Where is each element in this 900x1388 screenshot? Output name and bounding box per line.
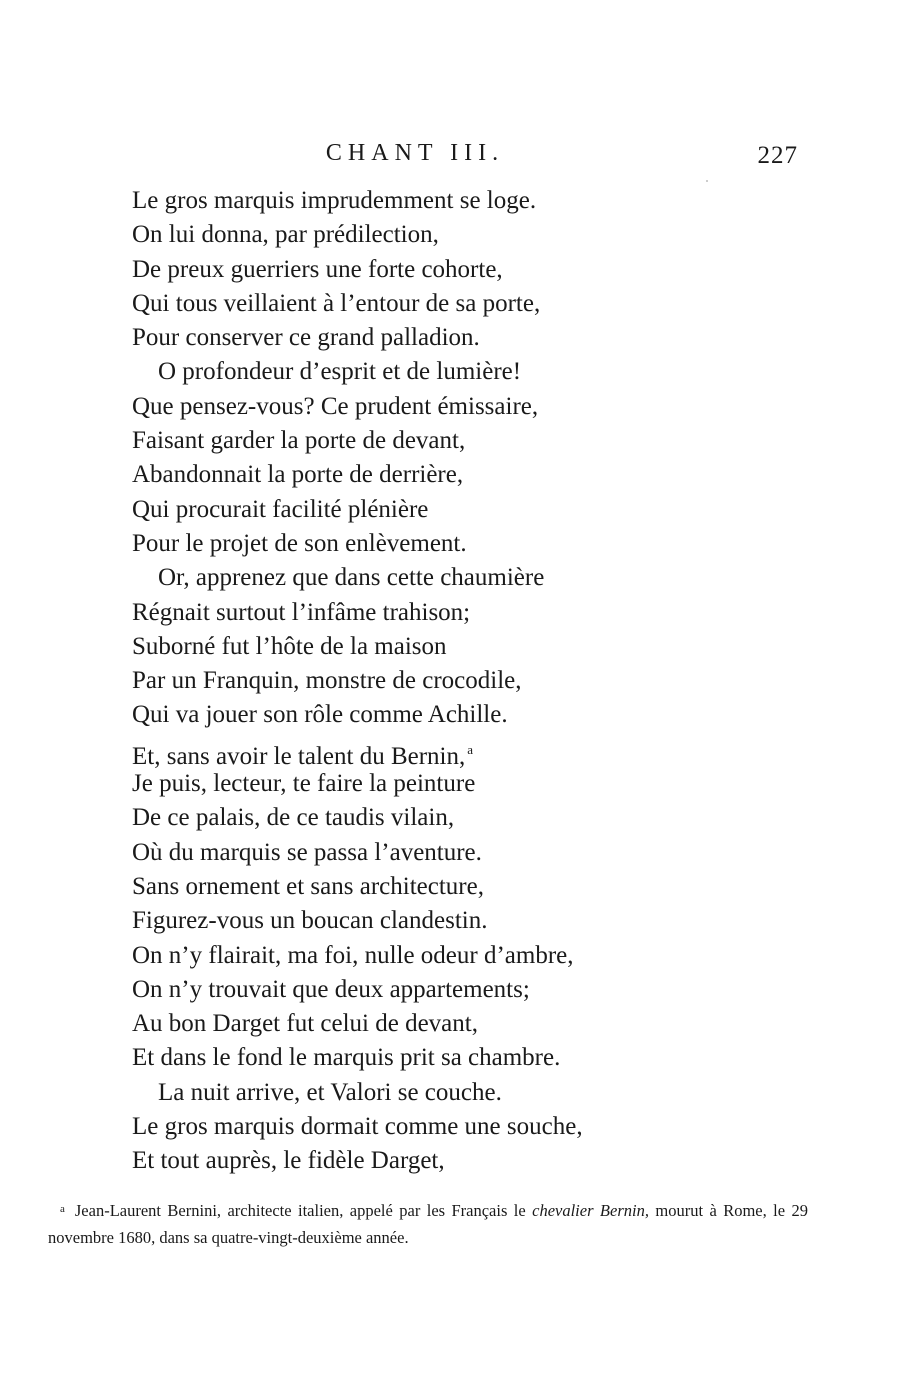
verse-line — [132, 218, 692, 252]
verse-text: Je puis, lecteur, te faire la peinture — [132, 770, 476, 798]
footnote-reference[interactable]: a — [467, 741, 474, 757]
verse-line — [132, 904, 692, 938]
verse-line — [132, 458, 692, 492]
footnote-text-after: mourut à Rome, le 29 novembre 1680, dans sa quatre-vingt-deuxième année. — [48, 1201, 808, 1247]
verse-text: Abandonnait la porte de derrière, — [132, 461, 464, 489]
verse-text: Figurez-vous un boucan clandestin. — [132, 907, 488, 935]
verse-text: Que pensez-vous? Ce prudent émissaire, — [132, 392, 539, 420]
verse-text: On lui donna, par prédilection, — [132, 221, 439, 249]
verse-text: Pour le projet de son enlèvement. — [132, 529, 467, 557]
verse-text: Régnait surtout l’infâme trahison; — [132, 598, 471, 626]
verse-text: Et, sans avoir le talent du Bernin, — [132, 742, 466, 770]
verse-line — [132, 698, 692, 732]
verse-text: La nuit arrive, et Valori se couche. — [158, 1078, 502, 1106]
verse-line — [132, 870, 692, 904]
verse-line — [132, 253, 692, 287]
verse-line — [132, 493, 692, 527]
verse-line — [132, 321, 692, 355]
verse-line — [132, 801, 692, 835]
verse-line — [132, 664, 692, 698]
verse-text: Pour conserver ce grand palladion. — [132, 324, 480, 352]
verse-text: De ce palais, de ce taudis vilain, — [132, 804, 455, 832]
verse-text: Le gros marquis dormait comme une souche, — [132, 1113, 583, 1141]
verse-line — [132, 561, 692, 595]
verse-text: Par un Franquin, monstre de crocodile, — [132, 667, 522, 695]
verse-line — [132, 767, 692, 801]
verse-text: Au bon Darget fut celui de devant, — [132, 1010, 478, 1038]
verse-line — [132, 1041, 692, 1075]
verse-text: On n’y flairait, ma foi, nulle odeur d’ambre, — [132, 941, 574, 969]
verse-line — [132, 939, 692, 973]
verse-line — [132, 355, 692, 389]
verse-line — [132, 596, 692, 630]
verse-line — [132, 973, 692, 1007]
verse-line — [132, 1110, 692, 1144]
verse-line — [132, 630, 692, 664]
verse-text: Qui va jouer son rôle comme Achille. — [132, 701, 508, 729]
verse-text: Faisant garder la porte de devant, — [132, 427, 466, 455]
verse-line — [132, 287, 692, 321]
verse-block — [132, 184, 692, 1179]
page-number: 227 — [757, 142, 798, 169]
verse-text: Sans ornement et sans architecture, — [132, 872, 484, 900]
verse-text: Et dans le fond le marquis prit sa chambre. — [132, 1044, 561, 1072]
verse-text: Où du marquis se passa l’aventure. — [132, 838, 482, 866]
running-head — [0, 140, 900, 170]
footnote-text-before: Jean-Laurent Bernini, architecte italien, appelé par les Français le — [74, 1201, 533, 1220]
verse-line — [132, 424, 692, 458]
verse-text: Le gros marquis imprudemment se loge. — [132, 187, 537, 214]
verse-line — [132, 733, 692, 770]
footnote — [48, 1196, 808, 1251]
verse-line — [132, 1076, 692, 1110]
verse-line — [132, 1144, 692, 1178]
verse-line — [132, 184, 692, 218]
verse-line — [132, 1007, 692, 1041]
verse-text: Qui procurait facilité plénière — [132, 495, 429, 523]
verse-text: Qui tous veillaient à l’entour de sa porte, — [132, 289, 541, 317]
chapter-title: CHANT III. — [325, 140, 505, 166]
verse-text: Suborné fut l’hôte de la maison — [132, 632, 447, 660]
paper-speck — [706, 180, 708, 182]
verse-line — [132, 390, 692, 424]
verse-text: O profondeur d’esprit et de lumière! — [158, 358, 522, 386]
verse-text: On n’y trouvait que deux appartements; — [132, 975, 530, 1003]
verse-text: De preux guerriers une forte cohorte, — [132, 255, 503, 283]
verse-line — [132, 527, 692, 561]
verse-text: Or, apprenez que dans cette chaumière — [158, 564, 545, 592]
verse-line — [132, 836, 692, 870]
footnote-marker: a — [60, 1203, 65, 1215]
verse-text: Et tout auprès, le fidèle Darget, — [132, 1147, 445, 1175]
footnote-text-italic: chevalier Bernin, — [532, 1201, 649, 1220]
